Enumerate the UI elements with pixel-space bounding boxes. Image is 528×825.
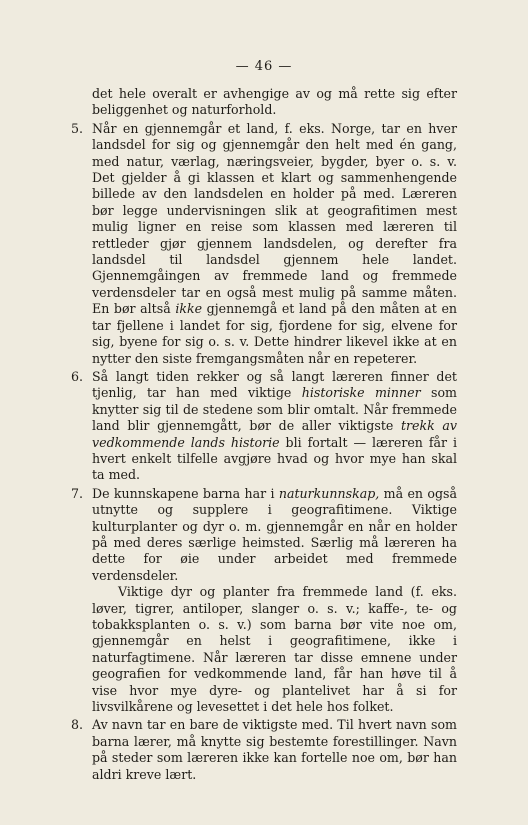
item-paragraph [92, 486, 457, 584]
text-segment: som knytter sig til de stedene som blir omtalt. Når fremmede land blir gjennemgått, bør de aller viktigste [92, 385, 457, 434]
text-segment: De kunnskapene barna har i [92, 485, 279, 501]
item-number: 8. [71, 717, 84, 733]
italic-segment: naturkunnskap, [278, 485, 380, 501]
text-segment: Så langt tiden rekker og så langt læreren finner det tjenlig, tar han med viktige [92, 368, 457, 401]
list-item-8 [71, 717, 457, 783]
item-text [92, 121, 457, 367]
list-item-6 [71, 369, 457, 484]
item-text [92, 486, 457, 716]
intro-paragraph: det hele overalt er avhengige av og må rette sig efter beliggenhet og naturforhold. [92, 86, 457, 118]
body-text [71, 86, 457, 785]
list-item-7 [71, 486, 457, 716]
list-item-5 [71, 121, 457, 367]
text-segment: bli fortalt — læreren får i hvert enkelt tilfelle avgjøre hvad og hvor mye han skal ta med. [92, 434, 458, 483]
item-number: 7. [71, 485, 84, 501]
italic-segment: ikke [175, 301, 203, 317]
item-text [92, 369, 457, 484]
continuation-paragraph: Viktige dyr og planter fra fremmede land (f. eks. løver, tigrer, antiloper, slanger o. s. v.; kaffe-, te- og tobakksplanten o. s. v.) som barna bør vite noe om, gjennemgår en helst i geografitimene, ikke i naturfagtimene. Når læreren tar disse emnene under geografien for vedkommende land, får han høve til å vise hvor mye dyre- og plantelivet har å si for livsvilkårene og levesettet i det hele hos folket. [92, 584, 457, 715]
text-segment: gjennemgå et land på den måten at en tar fjellene i landet for sig, fjordene for sig, elvene for sig, byene for sig o. s. v. Dette hindrer likevel ikke at en nytter den siste fremgangsmåten når en repeterer. [92, 301, 458, 366]
page-number: — 46 — [235, 59, 293, 74]
text-segment: må en også utnytte og supplere i geografitimene. Viktige kulturplanter og dyr o. m. gjennemgår en når en holder på med deres særlige heimsted. Særlig må læreren ha dette for øie under arbeidet med fremmede verdensdeler. [92, 485, 458, 583]
italic-segment: historiske minner [301, 385, 421, 401]
item-number: 6. [71, 368, 84, 384]
item-text [92, 717, 457, 783]
text-segment: Av navn tar en bare de viktigste med. Til hvert navn som barna lærer, må knytte sig bestemte forestillinger. Navn på steder som læreren ikke kan fortelle noe om, bør han aldri kreve lært. [92, 717, 457, 782]
text-segment: Når en gjennemgår et land, f. eks. Norge, tar en hver landsdel for sig og gjennemgår den helt med én gang, med natur, værlag, næringsveier, bygder, byer o. s. v. Det gjelder å gi klassen et klart og sammenhengende billede av den landsdelen en holder på med. Læreren bør legge undervisningen slik at geografitimen mest mulig ligner en reise som klassen med læreren til rettleder gjør gjennem landsdelen, og derefter fra landsdel til landsdel gjennem hele landet. Gjennemgåingen av fremmede land og fremmede verdensdeler tar en også mest mulig på samme måten. En bør altså [92, 120, 457, 317]
item-number: 5. [71, 120, 84, 136]
italic-segment: trekk av vedkommende lands historie [92, 418, 457, 450]
